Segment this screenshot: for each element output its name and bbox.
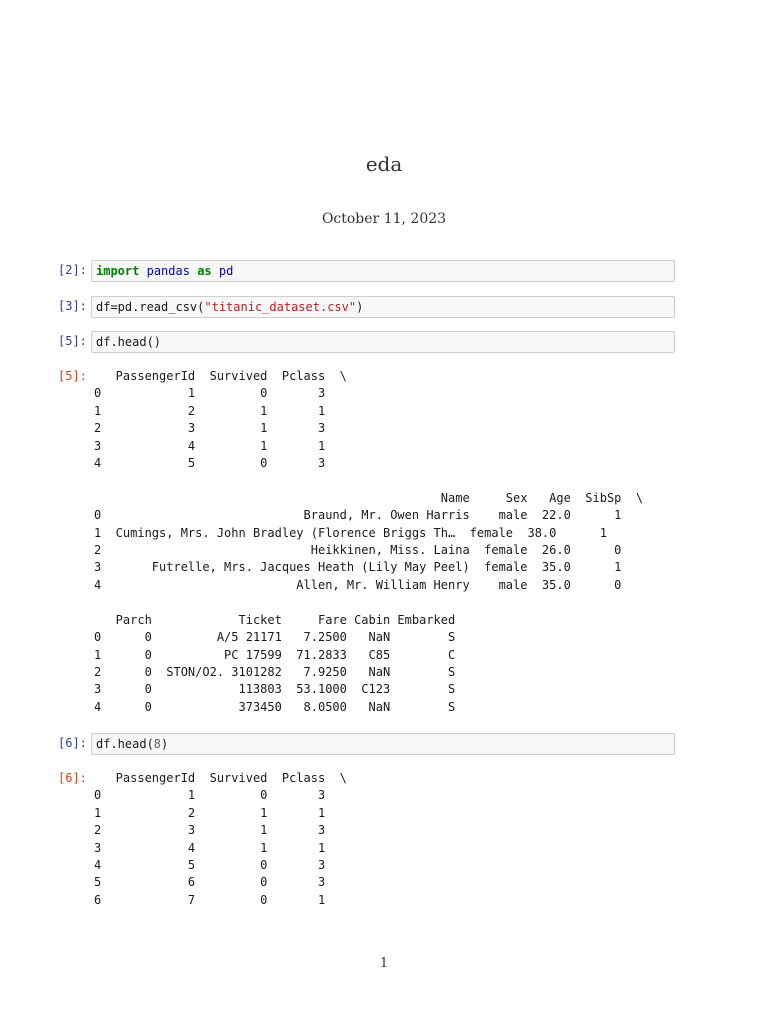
code-token: df.head() — [96, 335, 162, 349]
code-line[interactable] — [96, 264, 233, 278]
in-prompt: [6]: — [58, 736, 87, 750]
code-token: import — [96, 264, 140, 278]
code-token: pandas — [146, 264, 190, 278]
code-token: "titanic_dataset.csv" — [204, 300, 357, 314]
dataframe-output: PassengerId Survived Pclass \ 0 1 0 3 1 2 1 1 2 3 1 3 3 4 1 1 4 5 0 3 Name Sex Age SibSp \ 0 Braund, Mr. Owen Harris male 22.0 1 1 Cumings, Mrs. John Bradley (Florence Briggs Th… female 38.0 1 2 Heikkinen, Miss. Laina female 26.0 0 3 Futrelle, Mrs. Jacques Heath (Lily May Peel) female 35.0 1 4 Allen, Mr. William Henry male 35.0 0 Parch Ticket Fare Cabin Embarked 0 0 A/5 21171 7.2500 NaN S 1 0 PC 17599 71.2833 C85 C 2 0 STON/O2. 3101282 7.9250 NaN S 3 0 113803 53.1000 C123 S 4 0 373450 8.0500 NaN S — [94, 369, 644, 714]
in-prompt: [3]: — [58, 299, 87, 313]
code-line[interactable] — [96, 300, 363, 314]
code-input-box[interactable] — [91, 331, 675, 353]
code-cell[interactable] — [0, 733, 768, 757]
code-token — [139, 264, 146, 278]
dataframe-output: PassengerId Survived Pclass \ 0 1 0 3 1 2 1 1 2 3 1 3 3 4 1 1 4 5 0 3 5 6 0 3 6 7 0 1 — [94, 771, 347, 907]
code-token: df=pd.read_csv( — [96, 300, 205, 314]
code-token: ) — [356, 300, 364, 314]
code-cell[interactable] — [0, 331, 768, 355]
code-cell[interactable] — [0, 260, 768, 284]
code-token — [212, 264, 219, 278]
code-token: pd — [218, 264, 234, 278]
code-token: ) — [161, 737, 169, 751]
code-cell[interactable] — [0, 296, 768, 320]
code-token: as — [197, 264, 212, 278]
code-token: df.head( — [96, 737, 154, 751]
code-token: 8 — [153, 737, 162, 751]
document-title: eda — [365, 152, 403, 176]
in-prompt: [2]: — [58, 263, 87, 277]
in-prompt: [5]: — [58, 334, 87, 348]
code-line[interactable] — [96, 335, 161, 349]
out-prompt: [5]: — [58, 369, 87, 383]
page-number: 1 — [379, 956, 389, 971]
document-date: October 11, 2023 — [321, 211, 447, 227]
code-input-box[interactable] — [91, 733, 675, 755]
out-prompt: [6]: — [58, 771, 87, 785]
code-line[interactable] — [96, 737, 168, 751]
